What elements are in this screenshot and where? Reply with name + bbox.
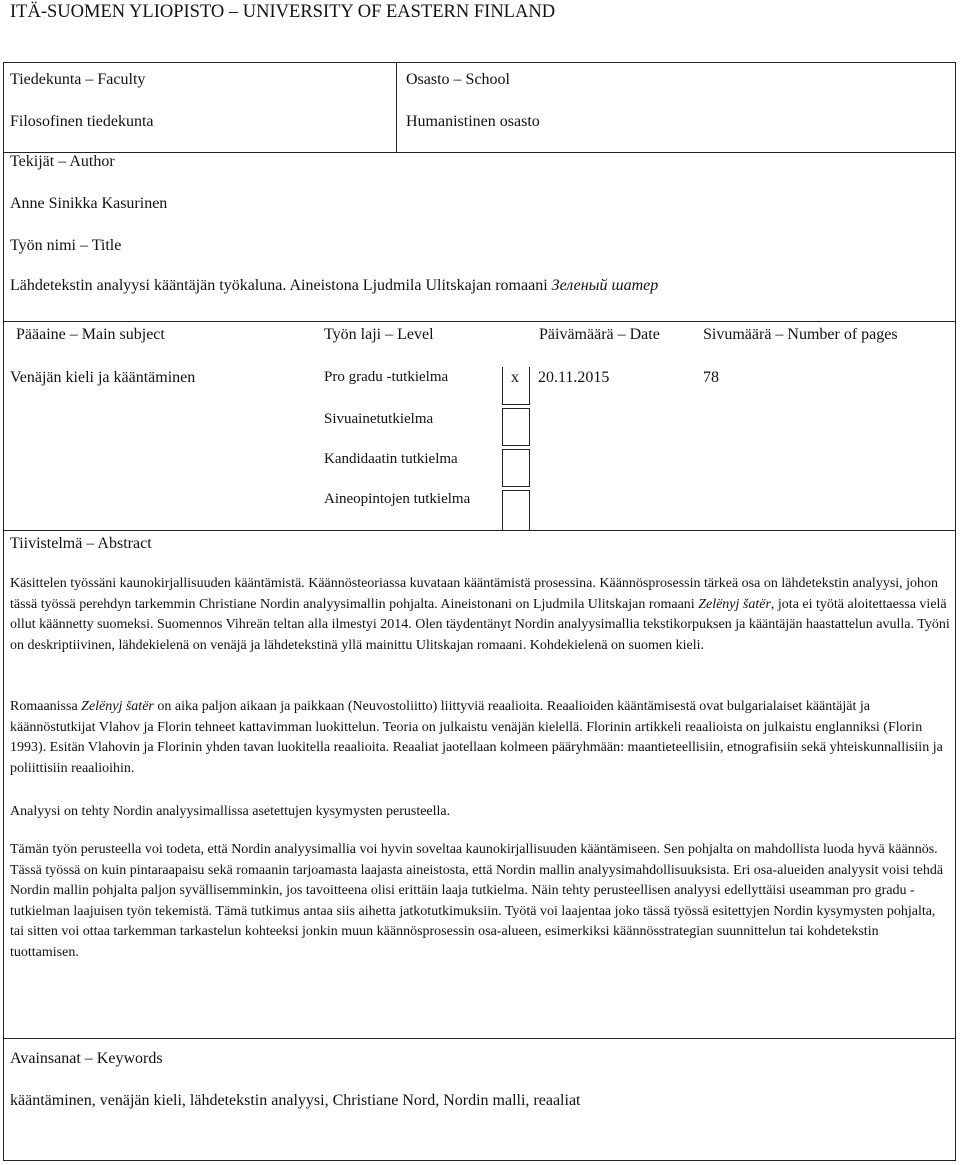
faculty-label: Tiedekunta – Faculty: [10, 71, 146, 88]
subject-label: Pääaine – Main subject: [16, 326, 165, 343]
school-label: Osasto – School: [406, 71, 510, 88]
faculty-value: Filosofinen tiedekunta: [10, 113, 154, 130]
divider-faculty-bottom: [3, 152, 956, 153]
abstract-p1-text-a: Käsittelen työssäni kaunokirjallisuuden kääntämistä. Käännösteoriassa kuvataan kääntämistä prosessina. Käännösprosessin tärkeä osa on lähdetekstin analyysi, johon tässä työssä perehdyn tarkemmin Christiane Nordin analyysimallin pohjalta. Aineistonani on Ljudmila Ulitskajan romaani: [10, 576, 939, 612]
divider-title-bottom: [3, 321, 956, 322]
author-value: Anne Sinikka Kasurinen: [10, 195, 168, 212]
abstract-paragraph-4: Tämän työn perusteella voi todeta, että Nordin analyysimallia voi hyvin soveltaa kaunokirjallisuuden kääntämiseen. Sen pohjalta on mahdollista luoda hyvä käännös. Tässä työssä on kuin pintaraapaisu sekä romaanin tarjoamasta laajasta aineistosta, että Nordin mallin analyysimahdollisuuksista. Eri osa-alueiden analyysit voisi tehdä Nordin mallin pohjalta paljon syvällisemminkin, jos tavoitteena olisi erittäin laaja tutkielma. Näin tehty perusteellisen analyysi edellyttäisi useamman pro gradu -tutkielman laajuisen työn tekemistä. Tämä tutkimus antaa siis aihetta jatkotutkimuksiin. Työtä voi laajentaa joko tässä työssä esitettyjen Nordin kysymysten pohjalta, tai sitten voi ottaa tarkemman tarkastelun kohteeksi jonkin muun käännösprosessin osa-alueen, esimerkiksi käännösstrategian suunnittelun tai kohdetekstin tuottamisen.: [10, 842, 944, 960]
level-option-2: Sivuainetutkielma: [324, 411, 434, 427]
level-checkbox-3[interactable]: [502, 449, 530, 487]
date-value: 20.11.2015: [538, 369, 610, 386]
pages-value: 78: [703, 369, 719, 386]
divider-meta-bottom: [3, 530, 956, 531]
divider-abstract-bottom: [3, 1038, 956, 1039]
level-checkbox-4[interactable]: [502, 490, 530, 531]
abstract-paragraph-2: [10, 697, 950, 779]
abstract-label: Tiivistelmä – Abstract: [10, 535, 152, 552]
date-label: Päivämäärä – Date: [539, 326, 660, 343]
abstract-paragraph-1: [10, 574, 950, 656]
level-option-3: Kandidaatin tutkielma: [324, 451, 458, 467]
author-label: Tekijät – Author: [10, 153, 115, 170]
pages-label: Sivumäärä – Number of pages: [703, 326, 898, 343]
level-checkbox-mark: x: [511, 369, 519, 386]
keywords-label: Avainsanat – Keywords: [10, 1050, 163, 1067]
school-value: Humanistinen osasto: [406, 113, 540, 130]
level-label: Työn laji – Level: [324, 326, 434, 343]
title-text: Lähdetekstin analyysi kääntäjän työkaluna. Aineistona Ljudmila Ulitskajan romaani: [10, 277, 552, 294]
level-option-1: Pro gradu -tutkielma: [324, 369, 449, 385]
subject-value: Venäjän kieli ja kääntäminen: [10, 369, 196, 386]
abstract-p1-text-b: , jota ei työtä aloitettaessa vielä ollut käännetty suomeksi. Suomennos Vihreän teltan alla ilmestyi 2014. Olen täydentänyt Nordin analyysimallia tekstikorpuksen ja kääntäjän haastattelun avulla. Työni on deskriptiivinen, lähdekielenä on venäjä ja lähdetekstinä yllä mainittu Ulitskajan romaani. Kohdekielenä on suomen kieli.: [10, 596, 950, 653]
abstract-p2-text-a: Romaanissa: [10, 699, 82, 714]
abstract-p1-italic: Zelënyj šatër: [698, 596, 771, 612]
keywords-value: kääntäminen, venäjän kieli, lähdetekstin analyysi, Christiane Nord, Nordin malli, reaaliat: [10, 1092, 581, 1109]
abstract-p2-italic: Zelënyj šatër: [81, 699, 154, 714]
title-italic-text: Зеленый шатер: [551, 277, 659, 294]
title-label: Työn nimi – Title: [10, 237, 122, 254]
level-checkbox-2[interactable]: [502, 408, 530, 446]
abstract-paragraph-3: Analyysi on tehty Nordin analyysimallissa asetettujen kysymysten perusteella.: [10, 804, 451, 819]
university-header: ITÄ-SUOMEN YLIOPISTO – UNIVERSITY OF EASTERN FINLAND: [10, 2, 556, 22]
divider-faculty-school: [396, 62, 397, 152]
level-option-4: Aineopintojen tutkielma: [324, 491, 471, 507]
title-value: [10, 277, 658, 295]
abstract-p2-text-b: on aika paljon aikaan ja paikkaan (Neuvostoliitto) liittyviä reaalioita. Reaalioiden kääntämisestä ovat bulgarialaiset kääntäjät ja käännöstutkijat Vlahov ja Florin tehneet kattavimman luokittelun. Teoria on julkaistu venäjän kielellä. Florinin artikkeli reaalioista on julkaistu englanniksi (Florin 1993). Esitän Vlahovin ja Florinin yhden tavan luokitella reaalioita. Reaaliat jaotellaan kolmeen pääryhmään: maantieteellisiin, etnografisiin sekä yhteiskunnallisiin ja poliittisiin reaalioihin.: [10, 699, 943, 776]
